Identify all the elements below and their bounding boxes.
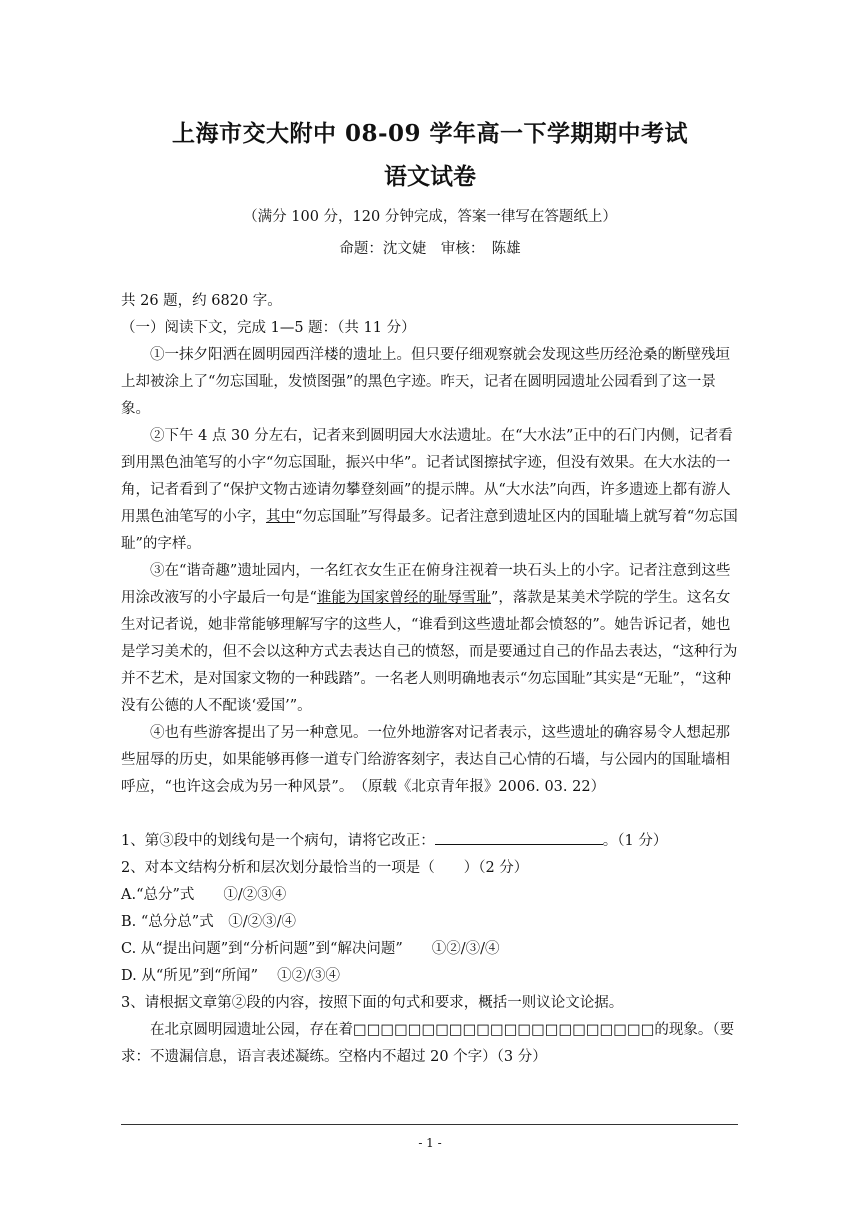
question-2: 2、对本文结构分析和层次划分最恰当的一项是（ ）（2 分） xyxy=(121,860,529,876)
passage-paragraph-1: ①一抹夕阳洒在圆明园西洋楼的遗址上。但只要仔细观察就会发现这些历经沧桑的断壁残垣上却被涂上了“勿忘国耻，发愤图强”的黑色字迹。昨天，记者在圆明园遗址公园看到了这一景象。 xyxy=(121,347,730,417)
exam-authors: 命题：沈文婕 审核： 陈雄 xyxy=(339,241,521,257)
section-heading: （一）阅读下文，完成 1—5 题：（共 11 分） xyxy=(121,320,416,336)
passage-paragraph-4: ④也有些游客提出了另一种意见。一位外地游客对记者表示，这些遗址的确容易令人想起那些屈辱的历史，如果能够再修一道专门给游客刻字，表达自己心情的石墙，与公园内的国耻墙相呼应，“也许这会成为另一种风景”。 （原载《北京青年报》2006. 03. 22） xyxy=(121,725,730,795)
passage-paragraph-2 xyxy=(121,423,741,558)
paragraph-3-text-a: ③在“谐奇趣”遗址园内，一名红衣女生正在俯身注视着一块石头上的小字。记者注意到这些用涂改液写的小字最后一句是“ xyxy=(121,563,731,606)
exam-subtitle: 语文试卷 xyxy=(384,163,476,190)
footer-divider xyxy=(121,1124,738,1125)
spacer xyxy=(121,801,741,828)
question-2-option-c: C. 从“提出问题”到“分析问题”到“解决问题” ①②/③/④ xyxy=(121,941,500,957)
question-2-option-b: B. “总分总”式 ①/②③/④ xyxy=(121,914,296,930)
paragraph-2-text-a: ②下午 4 点 30 分左右，记者来到圆明园大水法遗址。在“大水法”正中的石门内侧，记者看到用黑色油笔写的小字“勿忘国耻，振兴中华”。记者试图擦拭字迹，但没有效果。在大水法的一角，记者看到了“保护文物古迹请勿攀登刻画”的提示牌。从“大水法”向西，许多遗迹上都有游人用黑色油笔写的小字， xyxy=(121,428,733,525)
page-number: - 1 - xyxy=(418,1136,442,1150)
question-3-prompt: 在北京圆明园遗址公园，存在着□□□□□□□□□□□□□□□□□□□□□□的现象。（要求：不遗漏信息，语言表述凝练。空格内不超过 20 个字）（3 分） xyxy=(121,1022,735,1065)
passage-paragraph-3 xyxy=(121,558,741,720)
paragraph-3-underlined-sentence: 谁能为国家曾经的耻辱雪耻 xyxy=(316,590,491,606)
question-2-option-a: A.“总分”式 ①/②③④ xyxy=(121,887,287,903)
paragraph-3-text-b: ”，落款是某美术学院的学生。这名女生对记者说，她非常能够理解写字的这些人，“谁看到这些遗址都会愤怒的”。她告诉记者，她也是学习美术的，但不会以这种方式去表达自己的愤怒，而是要通过自己的作品去表达，“这种行为并不艺术，是对国家文物的一种践踏”。一名老人则明确地表示“勿忘国耻”其实是“无耻”，“这种没有公德的人不配谈‘爱国’”。 xyxy=(121,590,738,714)
paragraph-2-underlined: 其中 xyxy=(266,509,295,525)
question-1-text: 1、第③段中的划线句是一个病句，请将它改正： xyxy=(121,833,435,849)
exam-note: （满分 100 分，120 分钟完成，答案一律写在答题纸上） xyxy=(243,209,617,225)
question-1-score: 。（1 分） xyxy=(602,833,668,849)
question-3: 3、请根据文章第②段的内容，按照下面的句式和要求，概括一则议论文论据。 xyxy=(121,995,624,1011)
answer-blank xyxy=(435,830,603,845)
question-summary: 共 26 题，约 6820 字。 xyxy=(121,293,282,309)
question-1 xyxy=(121,828,741,855)
question-2-option-d: D. 从“所见”到“所闻” ①②/③④ xyxy=(121,968,340,984)
paragraph-2-text-b: “勿忘国耻”写得最多。记者注意到遗址区内的国耻墙上就写着“勿忘国耻”的字样。 xyxy=(121,509,738,552)
exam-body xyxy=(121,288,741,1071)
exam-title: 上海市交大附中 08-09 学年高一下学期期中考试 xyxy=(171,120,689,147)
